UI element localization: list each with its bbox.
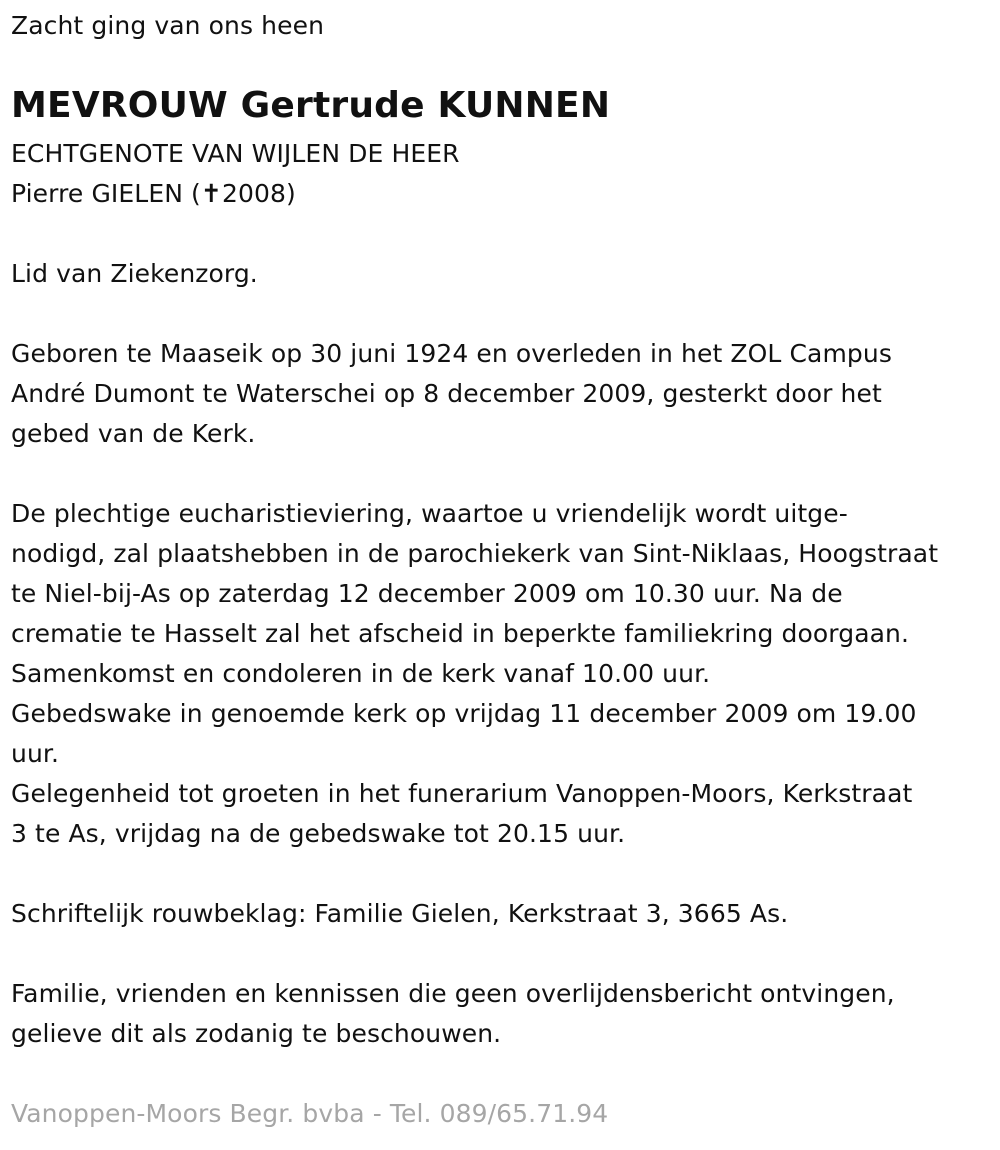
paragraph-line: Familie, vrienden en kennissen die geen overlijdensbericht ontvingen,	[11, 979, 895, 1008]
spouse-info	[11, 134, 460, 214]
paragraph-line: 3 te As, vrijdag na de gebedswake tot 20.15 uur.	[11, 819, 626, 848]
paragraph-line: nodigd, zal plaatshebben in de parochiekerk van Sint-Niklaas, Hoogstraat	[11, 539, 939, 568]
intro-text: Zacht ging van ons heen	[11, 11, 325, 40]
paragraph-line: crematie te Hasselt zal het afscheid in beperkte familiekring doorgaan.	[11, 619, 910, 648]
birth-death-paragraph	[11, 334, 892, 454]
spouse-name-line: Pierre GIELEN (✝2008)	[11, 179, 296, 208]
condolence-address	[11, 894, 788, 934]
paragraph-line: Samenkomst en condoleren in de kerk vanaf 10.00 uur.	[11, 659, 711, 688]
membership-info	[11, 254, 258, 294]
paragraph-line: gelieve dit als zodanig te beschouwen.	[11, 1019, 502, 1048]
membership-line: Lid van Ziekenzorg.	[11, 259, 258, 288]
paragraph-line: De plechtige eucharistieviering, waartoe u vriendelijk wordt uitge-	[11, 499, 848, 528]
ceremony-paragraph	[11, 494, 938, 854]
paragraph-line: Gebedswake in genoemde kerk op vrijdag 11 december 2009 om 19.00	[11, 699, 917, 728]
paragraph-line: gebed van de Kerk.	[11, 419, 256, 448]
undertaker-footer: Vanoppen-Moors Begr. bvba - Tel. 089/65.71.94	[11, 1099, 609, 1128]
closing-paragraph	[11, 974, 895, 1054]
paragraph-line: te Niel-bij-As op zaterdag 12 december 2009 om 10.30 uur. Na de	[11, 579, 843, 608]
deceased-name: MEVROUW Gertrude KUNNEN	[11, 85, 611, 126]
paragraph-line: uur.	[11, 739, 60, 768]
paragraph-line: André Dumont te Waterschei op 8 december 2009, gesterkt door het	[11, 379, 882, 408]
spouse-line: ECHTGENOTE VAN WIJLEN DE HEER	[11, 139, 460, 168]
paragraph-line: Geboren te Maaseik op 30 juni 1924 en overleden in het ZOL Campus	[11, 339, 892, 368]
paragraph-line: Gelegenheid tot groeten in het funerarium Vanoppen-Moors, Kerkstraat	[11, 779, 913, 808]
condolence-line: Schriftelijk rouwbeklag: Familie Gielen, Kerkstraat 3, 3665 As.	[11, 899, 789, 928]
